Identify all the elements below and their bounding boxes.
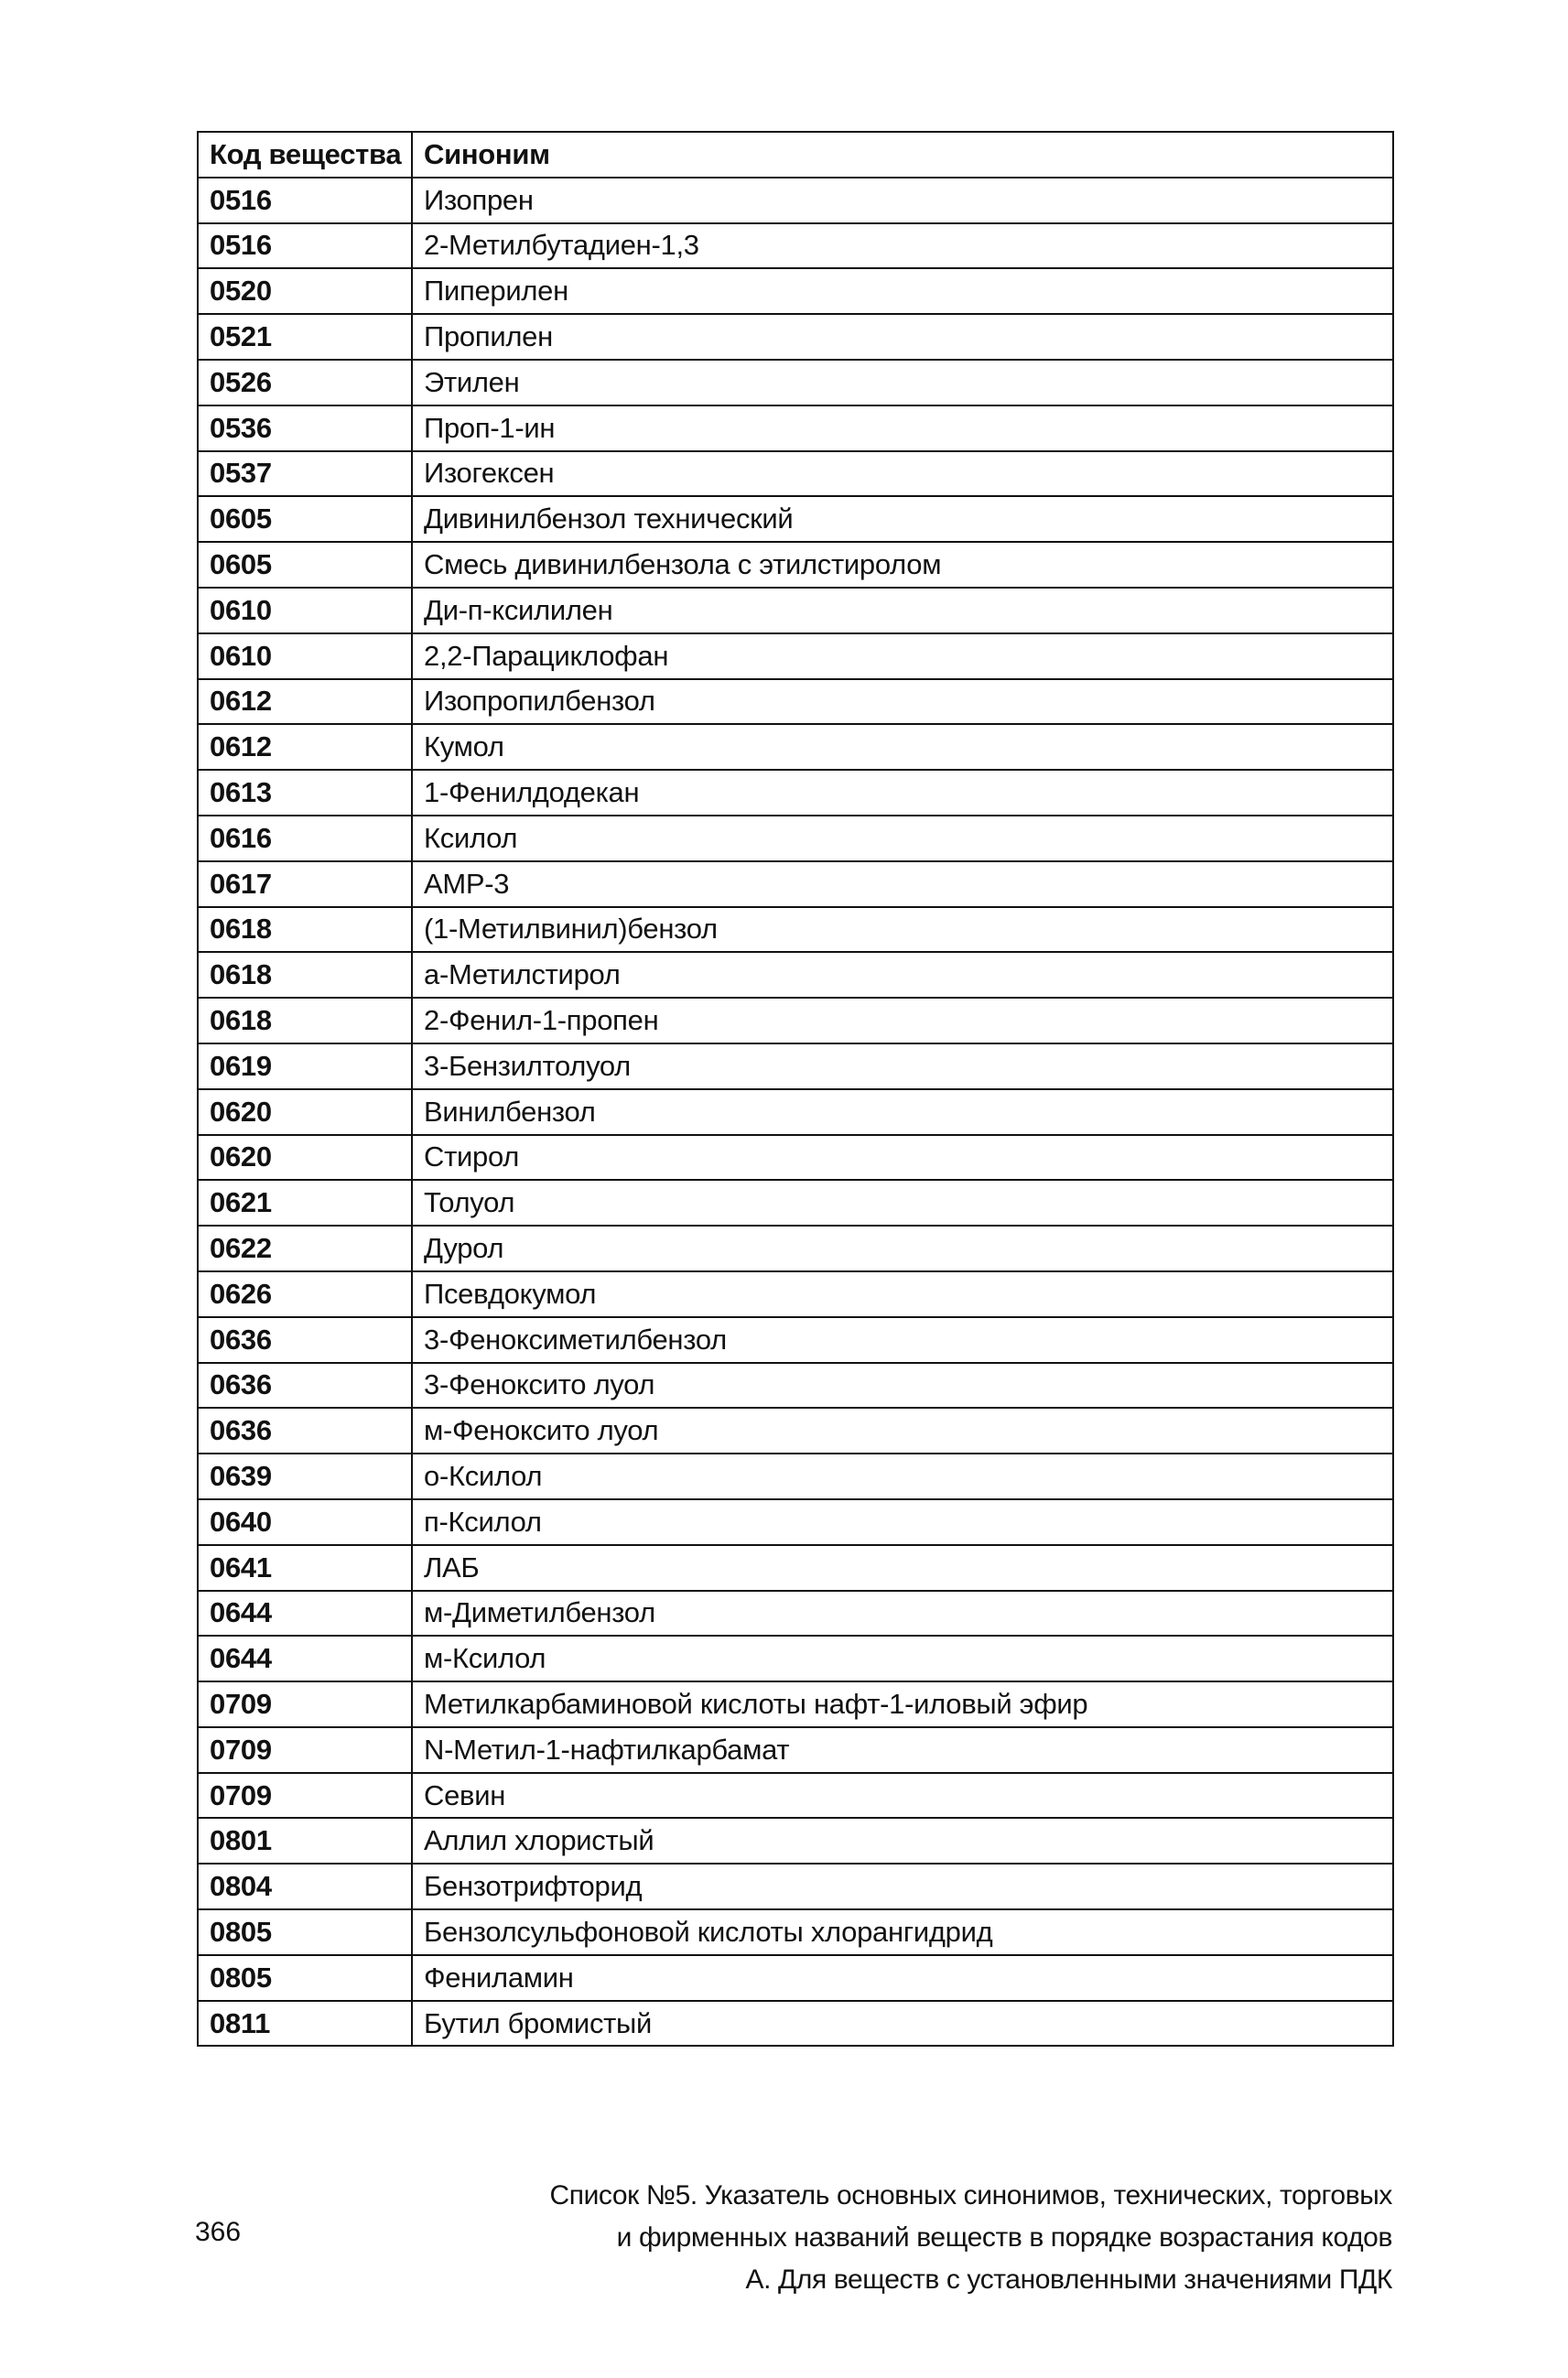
substance-code: 0640 [198, 1499, 412, 1545]
substance-code: 0811 [198, 2001, 412, 2047]
substance-code: 0516 [198, 223, 412, 269]
table-row [198, 1955, 1393, 2001]
table-row [198, 952, 1393, 998]
table-row [198, 724, 1393, 770]
synonym: ЛАБ [412, 1545, 1393, 1591]
synonym: Фениламин [412, 1955, 1393, 2001]
table-row [198, 1636, 1393, 1681]
synonym: Бутил бромистый [412, 2001, 1393, 2047]
table-row [198, 588, 1393, 633]
substance-code: 0709 [198, 1681, 412, 1727]
synonym: Толуол [412, 1180, 1393, 1226]
table-row [198, 770, 1393, 816]
substance-code: 0620 [198, 1089, 412, 1135]
substance-code: 0605 [198, 542, 412, 588]
substance-code: 0516 [198, 178, 412, 223]
substance-code: 0641 [198, 1545, 412, 1591]
synonym: м-Ксилол [412, 1636, 1393, 1681]
table-row [198, 1864, 1393, 1909]
table-row [198, 998, 1393, 1043]
table-row [198, 314, 1393, 360]
substance-code: 0605 [198, 496, 412, 542]
table-row [198, 2001, 1393, 2047]
synonym: Пиперилен [412, 268, 1393, 314]
table-body [198, 178, 1393, 2047]
synonym: Ди-п-ксилилен [412, 588, 1393, 633]
synonym: Смесь дивинилбензола с этилстиролом [412, 542, 1393, 588]
synonym: Псевдокумол [412, 1271, 1393, 1317]
substance-code: 0617 [198, 861, 412, 907]
table-row [198, 360, 1393, 405]
substance-code: 0626 [198, 1271, 412, 1317]
synonym: Изопропилбензол [412, 679, 1393, 725]
table-row [198, 1818, 1393, 1864]
synonym: Пропилен [412, 314, 1393, 360]
substance-code: 0610 [198, 588, 412, 633]
synonym: Кумол [412, 724, 1393, 770]
synonym: 2-Фенил-1-пропен [412, 998, 1393, 1043]
caption-line: А. Для веществ с установленными значениями ПДК [745, 2265, 1392, 2295]
substance-code: 0618 [198, 952, 412, 998]
synonym: м-Диметилбензол [412, 1591, 1393, 1637]
table-row [198, 816, 1393, 861]
table-row [198, 1499, 1393, 1545]
table-header-row [198, 132, 1393, 178]
table-row [198, 268, 1393, 314]
substance-code: 0537 [198, 451, 412, 497]
synonym: Бензолсульфоновой кислоты хлорангидрид [412, 1909, 1393, 1955]
synonym: АМР-3 [412, 861, 1393, 907]
synonym: Метилкарбаминовой кислоты нафт-1-иловый эфир [412, 1681, 1393, 1727]
table-row [198, 1363, 1393, 1409]
table-row [198, 1909, 1393, 1955]
substance-code: 0612 [198, 679, 412, 725]
synonym: Дурол [412, 1226, 1393, 1271]
substance-code: 0618 [198, 907, 412, 953]
synonym: Изопрен [412, 178, 1393, 223]
header-synonym: Синоним [412, 132, 1393, 178]
substance-code: 0619 [198, 1043, 412, 1089]
synonyms-table-container [197, 131, 1392, 2047]
table-row [198, 633, 1393, 679]
table-row [198, 405, 1393, 451]
header-code: Код вещества [198, 132, 412, 178]
substance-code: 0610 [198, 633, 412, 679]
substance-code: 0521 [198, 314, 412, 360]
substance-code: 0618 [198, 998, 412, 1043]
synonym: 3-Феноксиметилбензол [412, 1317, 1393, 1363]
substance-code: 0709 [198, 1773, 412, 1819]
synonym: N-Метил-1-нафтилкарбамат [412, 1727, 1393, 1773]
substance-code: 0636 [198, 1363, 412, 1409]
substance-code: 0620 [198, 1135, 412, 1181]
table-row [198, 1317, 1393, 1363]
substance-code: 0536 [198, 405, 412, 451]
table-row [198, 542, 1393, 588]
synonym: Аллил хлористый [412, 1818, 1393, 1864]
substance-code: 0520 [198, 268, 412, 314]
table-row [198, 861, 1393, 907]
table-row [198, 1135, 1393, 1181]
table-row [198, 1226, 1393, 1271]
substance-code: 0801 [198, 1818, 412, 1864]
table-row [198, 1773, 1393, 1819]
substance-code: 0636 [198, 1408, 412, 1454]
synonyms-table [197, 131, 1394, 2047]
table-row [198, 1408, 1393, 1454]
synonym: Стирол [412, 1135, 1393, 1181]
table-row [198, 1591, 1393, 1637]
table-row [198, 451, 1393, 497]
substance-code: 0616 [198, 816, 412, 861]
substance-code: 0622 [198, 1226, 412, 1271]
synonym: 3-Бензилтолуол [412, 1043, 1393, 1089]
table-row [198, 1454, 1393, 1499]
synonym: 3-Феноксито луол [412, 1363, 1393, 1409]
synonym: Винилбензол [412, 1089, 1393, 1135]
synonym: Этилен [412, 360, 1393, 405]
footer-caption [549, 2175, 1392, 2301]
caption-line: Список №5. Указатель основных синонимов, технических, торговых [549, 2180, 1392, 2210]
substance-code: 0613 [198, 770, 412, 816]
synonym: 2,2-Парациклофан [412, 633, 1393, 679]
substance-code: 0636 [198, 1317, 412, 1363]
synonym: Изогексен [412, 451, 1393, 497]
table-row [198, 1727, 1393, 1773]
substance-code: 0805 [198, 1909, 412, 1955]
synonym: м-Феноксито луол [412, 1408, 1393, 1454]
synonym: Ксилол [412, 816, 1393, 861]
table-row [198, 679, 1393, 725]
table-row [198, 1089, 1393, 1135]
substance-code: 0639 [198, 1454, 412, 1499]
caption-line: и фирменных названий веществ в порядке возрастания кодов [616, 2222, 1392, 2253]
table-row [198, 496, 1393, 542]
synonym: а-Метилстирол [412, 952, 1393, 998]
substance-code: 0612 [198, 724, 412, 770]
table-row [198, 1271, 1393, 1317]
synonym: Проп-1-ин [412, 405, 1393, 451]
synonym: Севин [412, 1773, 1393, 1819]
synonym: (1-Метилвинил)бензол [412, 907, 1393, 953]
table-row [198, 223, 1393, 269]
substance-code: 0709 [198, 1727, 412, 1773]
substance-code: 0621 [198, 1180, 412, 1226]
synonym: 2-Метилбутадиен-1,3 [412, 223, 1393, 269]
synonym: о-Ксилол [412, 1454, 1393, 1499]
table-row [198, 1545, 1393, 1591]
table-row [198, 1043, 1393, 1089]
synonym: Бензотрифторид [412, 1864, 1393, 1909]
substance-code: 0644 [198, 1636, 412, 1681]
synonym: п-Ксилол [412, 1499, 1393, 1545]
substance-code: 0644 [198, 1591, 412, 1637]
substance-code: 0804 [198, 1864, 412, 1909]
page-number: 366 [195, 2217, 242, 2247]
table-row [198, 907, 1393, 953]
table-row [198, 1180, 1393, 1226]
substance-code: 0805 [198, 1955, 412, 2001]
table-row [198, 1681, 1393, 1727]
table-row [198, 178, 1393, 223]
synonym: 1-Фенилдодекан [412, 770, 1393, 816]
synonym: Дивинилбензол технический [412, 496, 1393, 542]
substance-code: 0526 [198, 360, 412, 405]
